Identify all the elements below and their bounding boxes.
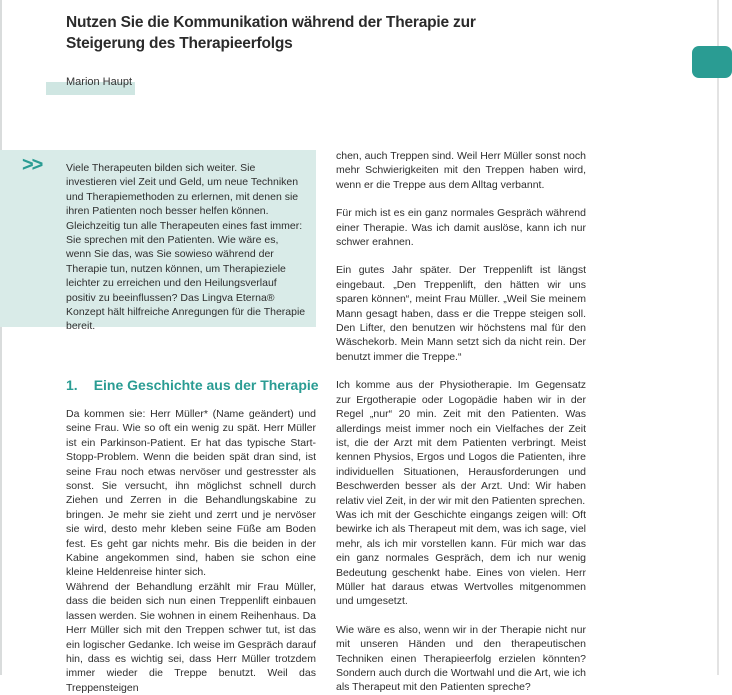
paragraph: Für mich ist es ein ganz normales Gespräch während einer Therapie. Was ich damit auslöse, kann ich nur schwer erahnen.	[336, 207, 586, 249]
section-title: Eine Geschichte aus der Therapie	[93, 377, 319, 393]
page-edge-left	[0, 0, 2, 675]
paragraph: Was ich mit der Geschichte eingangs zeigen will: Oft bewirke ich als Therapeut mit dem, was ich sage, viel mehr, als ich mir vorstellen kann. Für mich war das ein ganz normales Gespräch, dem ich nur wenig Bedeutung geschenkt habe. Eines von vielen. Herr Müller hat daraus etwas Wertvolles mitgenommen und umgesetzt.	[336, 508, 586, 608]
right-column	[336, 149, 586, 695]
section-number: 1.	[66, 377, 78, 393]
article-heading-text	[66, 0, 467, 1]
article-subtitle: Nutzen Sie die Kommunikation während der Therapie zur Steigerung des Therapieerfolgs	[66, 14, 476, 52]
teaser-text: Viele Therapeuten bilden sich weiter. Sie investieren viel Zeit und Geld, um neue Techniken und Therapiemethoden zu erlernen, mit denen sie ihren Patienten noch besser helfen können. Gleichzeitig tun alle Therapeuten eines fast immer: Sie sprechen mit den Patienten. Wie wäre es, wenn Sie das, was Sie sowieso während der Therapie tun, nutzen können, um Therapieziele leichter zu erreichen und den Heilungsverlauf positiv zu beeinflussen? Das Lingva Eterna® Konzept hält hilfreiche Anregungen für die Therapie bereit.	[66, 162, 306, 333]
page-edge-right	[717, 0, 719, 675]
paragraph: Ein gutes Jahr später. Der Treppenlift ist längst eingebaut. „Den Treppenlift, den hätten wir uns sparen können“, meint Frau Müller. „Weil Sie meinem Mann gesagt haben, dass er die Treppe steigen soll. Den Lifter, den benutzen wir höchstens mal für den Wäschekorb. Mein Mann setzt sich da nicht rein. Der benutzt immer die Treppe.“	[336, 264, 586, 363]
article-heading-cut	[66, 0, 506, 4]
author-name: Marion Haupt	[66, 76, 133, 88]
page-tab-marker	[692, 46, 732, 78]
teaser-arrows-icon: >>	[22, 154, 42, 176]
paragraph: Wie wäre es also, wenn wir in der Therapie nicht nur mit unseren Händen und den therapeutischen Techniken einen Therapieerfolg erzielen könnten? Sondern auch durch die Wortwahl und die Art, wie ich als Therapeut mit den Patienten spreche?	[336, 623, 586, 694]
paragraph: Ich komme aus der Physiotherapie. Im Gegensatz zur Ergotherapie oder Logopädie haben wir in der Regel „nur“ 20 min. Zeit mit den Patienten. Was allerdings meist immer noch ein Vielfaches der Zeit ist, die der Arzt mit dem Patienten verbringt. Meist kennen Physios, Ergos und Logos die Patienten, ihre individuellen Situationen, Herausforderungen und Beschwerden besser als der Arzt. Und: Wir haben relativ viel Zeit, in der wir mit den Patienten sprechen.	[336, 379, 586, 507]
paragraph: Während der Behandlung erzählt mir Frau Müller, dass die beiden sich nun einen Treppenlift einbauen lassen werden. Sie wohnen in einem Reihenhaus. Da Herr Müller sich mit den Treppen schwer tut, ist das ein logischer Gedanke. Ich weise im Gespräch darauf hin, dass es wichtig sei, dass Herr Müller trotzdem immer wieder die Treppe benutzt. Weil das Treppensteigen	[66, 580, 316, 694]
left-column	[66, 407, 316, 695]
paragraph: chen, auch Treppen sind. Weil Herr Müller sonst noch mehr Schwierigkeiten mit den Treppen haben wird, wenn er die Treppe aus dem Alltag verbannt.	[336, 150, 586, 191]
paragraph: Da kommen sie: Herr Müller* (Name geändert) und seine Frau. Wie so oft ein wenig zu spät. Herr Müller ist ein Parkinson-Patient. Er hat das typische Start-Stopp-Problem. Wenn die beiden spät dran sind, ist seine Frau noch etwas nervöser und gestresster als sonst. Sie versucht, ihn möglichst schnell durch Ziehen und Zerren in die Behandlungskabine zu bringen. Je mehr sie zieht und zerrt und je nervöser sie wird, desto mehr kleben seine Füße am Boden fest. Es geht gar nichts mehr. Bis die beiden in der Kabine angekommen sind, haben sie schon eine kleine Heldenreise hinter sich.	[66, 408, 316, 579]
section-heading	[66, 377, 319, 393]
